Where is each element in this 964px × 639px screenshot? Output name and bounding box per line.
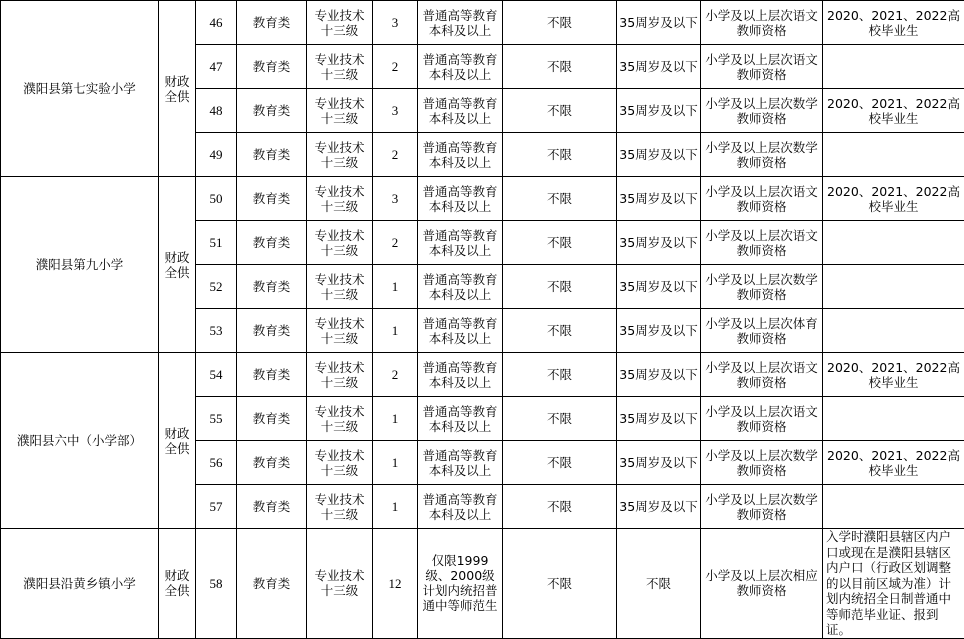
major-requirement-cell: 不限 <box>503 45 617 89</box>
position-level-cell: 专业技术十三级 <box>307 265 373 309</box>
hiring-count-cell: 1 <box>373 265 418 309</box>
position-number-cell: 56 <box>196 441 237 485</box>
teacher-qualification-cell: 小学及以上层次数学教师资格 <box>701 441 823 485</box>
education-requirement-cell: 普通高等教育本科及以上 <box>418 397 503 441</box>
hiring-count-cell: 1 <box>373 397 418 441</box>
position-level-cell: 专业技术十三级 <box>307 485 373 529</box>
position-level-cell: 专业技术十三级 <box>307 309 373 353</box>
position-level-cell: 专业技术十三级 <box>307 45 373 89</box>
age-requirement-cell: 35周岁及以下 <box>617 221 701 265</box>
major-requirement-cell: 不限 <box>503 353 617 397</box>
teacher-qualification-cell: 小学及以上层次体育教师资格 <box>701 309 823 353</box>
hiring-count-cell: 2 <box>373 221 418 265</box>
major-requirement-cell: 不限 <box>503 265 617 309</box>
education-requirement-cell: 普通高等教育本科及以上 <box>418 89 503 133</box>
position-number-cell: 47 <box>196 45 237 89</box>
unit-name-cell: 濮阳县第七实验小学 <box>1 1 159 177</box>
teacher-qualification-cell: 小学及以上层次语文教师资格 <box>701 1 823 45</box>
teacher-qualification-cell: 小学及以上层次语文教师资格 <box>701 221 823 265</box>
teacher-qualification-cell: 小学及以上层次相应教师资格 <box>701 529 823 639</box>
remarks-cell <box>823 265 964 309</box>
remarks-cell: 入学时濮阳县辖区内户口或现在是濮阳县辖区内户口（行政区划调整的以目前区域为准）计划内统招全日制普通中等师范毕业证、报到证。 <box>823 529 964 639</box>
unit-name-cell: 濮阳县六中（小学部） <box>1 353 159 529</box>
age-requirement-cell: 35周岁及以下 <box>617 309 701 353</box>
education-requirement-cell: 普通高等教育本科及以上 <box>418 265 503 309</box>
unit-name-cell: 濮阳县沿黄乡镇小学 <box>1 529 159 639</box>
major-requirement-cell: 不限 <box>503 1 617 45</box>
teacher-qualification-cell: 小学及以上层次数学教师资格 <box>701 485 823 529</box>
position-number-cell: 58 <box>196 529 237 639</box>
major-requirement-cell: 不限 <box>503 309 617 353</box>
teacher-qualification-cell: 小学及以上层次语文教师资格 <box>701 397 823 441</box>
remarks-cell: 2020、2021、2022高校毕业生 <box>823 441 964 485</box>
position-number-cell: 48 <box>196 89 237 133</box>
hiring-count-cell: 3 <box>373 1 418 45</box>
remarks-cell <box>823 397 964 441</box>
table-row <box>1 177 964 221</box>
position-level-cell: 专业技术十三级 <box>307 529 373 639</box>
position-number-cell: 50 <box>196 177 237 221</box>
age-requirement-cell: 35周岁及以下 <box>617 133 701 177</box>
unit-name-cell: 濮阳县第九小学 <box>1 177 159 353</box>
table-row <box>1 353 964 397</box>
education-requirement-cell: 普通高等教育本科及以上 <box>418 177 503 221</box>
hiring-count-cell: 3 <box>373 89 418 133</box>
remarks-cell <box>823 221 964 265</box>
hiring-count-cell: 1 <box>373 485 418 529</box>
position-number-cell: 51 <box>196 221 237 265</box>
table-body <box>1 1 964 639</box>
remarks-cell <box>823 133 964 177</box>
position-level-cell: 专业技术十三级 <box>307 89 373 133</box>
education-requirement-cell: 普通高等教育本科及以上 <box>418 353 503 397</box>
education-requirement-cell: 普通高等教育本科及以上 <box>418 45 503 89</box>
position-category-cell: 教育类 <box>237 45 307 89</box>
position-category-cell: 教育类 <box>237 265 307 309</box>
remarks-cell: 2020、2021、2022高校毕业生 <box>823 353 964 397</box>
major-requirement-cell: 不限 <box>503 397 617 441</box>
position-number-cell: 55 <box>196 397 237 441</box>
hiring-count-cell: 2 <box>373 133 418 177</box>
position-category-cell: 教育类 <box>237 485 307 529</box>
major-requirement-cell: 不限 <box>503 441 617 485</box>
position-category-cell: 教育类 <box>237 133 307 177</box>
position-level-cell: 专业技术十三级 <box>307 353 373 397</box>
education-requirement-cell: 普通高等教育本科及以上 <box>418 441 503 485</box>
remarks-cell <box>823 309 964 353</box>
hiring-count-cell: 2 <box>373 353 418 397</box>
teacher-qualification-cell: 小学及以上层次语文教师资格 <box>701 353 823 397</box>
teacher-qualification-cell: 小学及以上层次数学教师资格 <box>701 89 823 133</box>
age-requirement-cell: 35周岁及以下 <box>617 441 701 485</box>
major-requirement-cell: 不限 <box>503 221 617 265</box>
position-level-cell: 专业技术十三级 <box>307 221 373 265</box>
position-category-cell: 教育类 <box>237 441 307 485</box>
age-requirement-cell: 35周岁及以下 <box>617 89 701 133</box>
position-number-cell: 53 <box>196 309 237 353</box>
education-requirement-cell: 仅限1999级、2000级计划内统招普通中等师范生 <box>418 529 503 639</box>
education-requirement-cell: 普通高等教育本科及以上 <box>418 221 503 265</box>
education-requirement-cell: 普通高等教育本科及以上 <box>418 485 503 529</box>
education-requirement-cell: 普通高等教育本科及以上 <box>418 1 503 45</box>
position-number-cell: 52 <box>196 265 237 309</box>
remarks-cell: 2020、2021、2022高校毕业生 <box>823 1 964 45</box>
position-category-cell: 教育类 <box>237 177 307 221</box>
age-requirement-cell: 35周岁及以下 <box>617 397 701 441</box>
major-requirement-cell: 不限 <box>503 133 617 177</box>
remarks-cell: 2020、2021、2022高校毕业生 <box>823 89 964 133</box>
major-requirement-cell: 不限 <box>503 529 617 639</box>
hiring-count-cell: 12 <box>373 529 418 639</box>
position-level-cell: 专业技术十三级 <box>307 1 373 45</box>
hiring-count-cell: 1 <box>373 309 418 353</box>
age-requirement-cell: 35周岁及以下 <box>617 177 701 221</box>
funding-type-cell: 财政全供 <box>159 529 196 639</box>
position-category-cell: 教育类 <box>237 221 307 265</box>
position-number-cell: 46 <box>196 1 237 45</box>
funding-type-cell: 财政全供 <box>159 353 196 529</box>
funding-type-cell: 财政全供 <box>159 177 196 353</box>
position-number-cell: 54 <box>196 353 237 397</box>
table-row <box>1 1 964 45</box>
age-requirement-cell: 35周岁及以下 <box>617 1 701 45</box>
position-category-cell: 教育类 <box>237 353 307 397</box>
hiring-count-cell: 2 <box>373 45 418 89</box>
position-level-cell: 专业技术十三级 <box>307 441 373 485</box>
funding-type-cell: 财政全供 <box>159 1 196 177</box>
position-number-cell: 49 <box>196 133 237 177</box>
remarks-cell <box>823 485 964 529</box>
major-requirement-cell: 不限 <box>503 89 617 133</box>
hiring-count-cell: 3 <box>373 177 418 221</box>
teacher-qualification-cell: 小学及以上层次数学教师资格 <box>701 133 823 177</box>
teacher-qualification-cell: 小学及以上层次语文教师资格 <box>701 177 823 221</box>
position-level-cell: 专业技术十三级 <box>307 397 373 441</box>
position-category-cell: 教育类 <box>237 89 307 133</box>
position-category-cell: 教育类 <box>237 529 307 639</box>
remarks-cell: 2020、2021、2022高校毕业生 <box>823 177 964 221</box>
hiring-count-cell: 1 <box>373 441 418 485</box>
teacher-qualification-cell: 小学及以上层次语文教师资格 <box>701 45 823 89</box>
position-category-cell: 教育类 <box>237 309 307 353</box>
teacher-qualification-cell: 小学及以上层次数学教师资格 <box>701 265 823 309</box>
education-requirement-cell: 普通高等教育本科及以上 <box>418 133 503 177</box>
age-requirement-cell: 35周岁及以下 <box>617 45 701 89</box>
education-requirement-cell: 普通高等教育本科及以上 <box>418 309 503 353</box>
position-number-cell: 57 <box>196 485 237 529</box>
major-requirement-cell: 不限 <box>503 485 617 529</box>
position-category-cell: 教育类 <box>237 1 307 45</box>
remarks-cell <box>823 45 964 89</box>
position-level-cell: 专业技术十三级 <box>307 133 373 177</box>
age-requirement-cell: 35周岁及以下 <box>617 353 701 397</box>
position-level-cell: 专业技术十三级 <box>307 177 373 221</box>
age-requirement-cell: 35周岁及以下 <box>617 265 701 309</box>
age-requirement-cell: 不限 <box>617 529 701 639</box>
age-requirement-cell: 35周岁及以下 <box>617 485 701 529</box>
position-category-cell: 教育类 <box>237 397 307 441</box>
major-requirement-cell: 不限 <box>503 177 617 221</box>
